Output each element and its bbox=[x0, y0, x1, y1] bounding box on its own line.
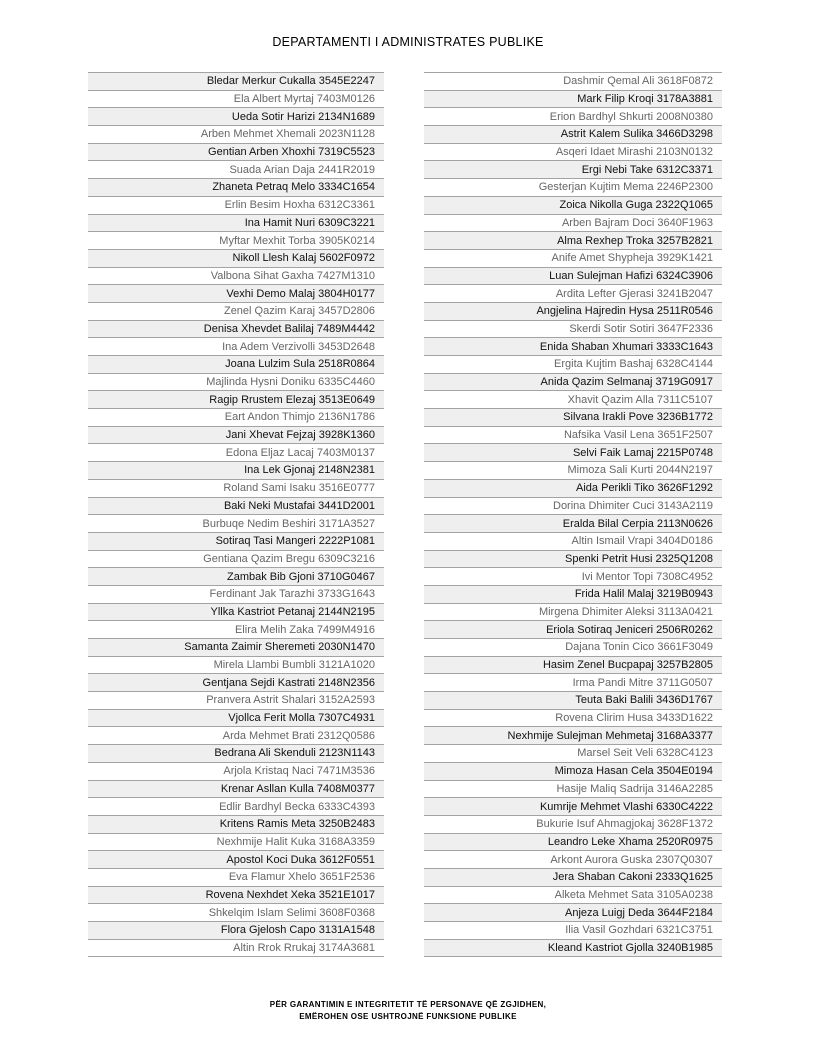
list-item: Selvi Faik Lamaj 2215P0748 bbox=[424, 443, 722, 461]
list-item: Pranvera Astrit Shalari 3152A2593 bbox=[88, 691, 384, 709]
list-item: Nexhmije Sulejman Mehmetaj 3168A3377 bbox=[424, 726, 722, 744]
list-item: Altin Ismail Vrapi 3404D0186 bbox=[424, 532, 722, 550]
list-item: Silvana Irakli Pove 3236B1772 bbox=[424, 408, 722, 426]
list-item: Arben Bajram Doci 3640F1963 bbox=[424, 214, 722, 232]
list-item: Mirela Llambi Bumbli 3121A1020 bbox=[88, 656, 384, 674]
list-item: Eva Flamur Xhelo 3651F2536 bbox=[88, 868, 384, 886]
list-item: Nafsika Vasil Lena 3651F2507 bbox=[424, 426, 722, 444]
list-item: Alma Rexhep Troka 3257B2821 bbox=[424, 231, 722, 249]
list-item: Aida Perikli Tiko 3626F1292 bbox=[424, 479, 722, 497]
list-item: Enida Shaban Xhumari 3333C1643 bbox=[424, 337, 722, 355]
list-item: Eralda Bilal Cerpia 2113N0626 bbox=[424, 514, 722, 532]
list-item: Rovena Nexhdet Xeka 3521E1017 bbox=[88, 886, 384, 904]
list-item: Kleand Kastriot Gjolla 3240B1985 bbox=[424, 939, 722, 957]
list-item: Zoica Nikolla Guga 2322Q1065 bbox=[424, 196, 722, 214]
list-item: Anjeza Luigj Deda 3644F2184 bbox=[424, 903, 722, 921]
list-item: Asqeri Idaet Mirashi 2103N0132 bbox=[424, 143, 722, 161]
list-item: Sotiraq Tasi Mangeri 2222P1081 bbox=[88, 532, 384, 550]
list-item: Samanta Zaimir Sheremeti 2030N1470 bbox=[88, 638, 384, 656]
list-item: Jani Xhevat Fejzaj 3928K1360 bbox=[88, 426, 384, 444]
list-item: Bedrana Ali Skenduli 2123N1143 bbox=[88, 744, 384, 762]
list-item: Eriola Sotiraq Jeniceri 2506R0262 bbox=[424, 620, 722, 638]
list-item: Spenki Petrit Husi 2325Q1208 bbox=[424, 550, 722, 568]
list-item: Irma Pandi Mitre 3711G0507 bbox=[424, 673, 722, 691]
list-item: Arben Mehmet Xhemali 2023N1128 bbox=[88, 125, 384, 143]
list-item: Zenel Qazim Karaj 3457D2806 bbox=[88, 302, 384, 320]
list-item: Frida Halil Malaj 3219B0943 bbox=[424, 585, 722, 603]
list-item: Zhaneta Petraq Melo 3334C1654 bbox=[88, 178, 384, 196]
list-item: Ilia Vasil Gozhdari 6321C3751 bbox=[424, 921, 722, 939]
list-item: Erlin Besim Hoxha 6312C3361 bbox=[88, 196, 384, 214]
list-item: Mirgena Dhimiter Aleksi 3113A0421 bbox=[424, 603, 722, 621]
list-item: Gentian Arben Xhoxhi 7319C5523 bbox=[88, 143, 384, 161]
list-item: Hasim Zenel Bucpapaj 3257B2805 bbox=[424, 656, 722, 674]
list-item: Suada Arian Daja 2441R2019 bbox=[88, 160, 384, 178]
list-item: Rovena Clirim Husa 3433D1622 bbox=[424, 709, 722, 727]
list-item: Denisa Xhevdet Balilaj 7489M4442 bbox=[88, 320, 384, 338]
list-item: Altin Rrok Rrukaj 3174A3681 bbox=[88, 939, 384, 957]
footer-note bbox=[0, 999, 816, 1022]
list-item: Mimoza Hasan Cela 3504E0194 bbox=[424, 762, 722, 780]
list-item: Baki Neki Mustafai 3441D2001 bbox=[88, 497, 384, 515]
list-item: Shkelqim Islam Selimi 3608F0368 bbox=[88, 903, 384, 921]
list-item: Roland Sami Isaku 3516E0777 bbox=[88, 479, 384, 497]
list-item: Ergi Nebi Take 6312C3371 bbox=[424, 160, 722, 178]
list-item: Anife Amet Shypheja 3929K1421 bbox=[424, 249, 722, 267]
list-item: Zambak Bib Gjoni 3710G0467 bbox=[88, 567, 384, 585]
list-item: Ardita Lefter Gjerasi 3241B2047 bbox=[424, 284, 722, 302]
footer-line-1: PËR GARANTIMIN E INTEGRITETIT TË PERSONAVE QË ZGJIDHEN, bbox=[269, 1000, 547, 1009]
list-item: Angjelina Hajredin Hysa 2511R0546 bbox=[424, 302, 722, 320]
list-item: Valbona Sihat Gaxha 7427M1310 bbox=[88, 267, 384, 285]
list-item: Ina Lek Gjonaj 2148N2381 bbox=[88, 461, 384, 479]
list-item: Arda Mehmet Brati 2312Q0586 bbox=[88, 726, 384, 744]
list-item: Mimoza Sali Kurti 2044N2197 bbox=[424, 461, 722, 479]
list-item: Ivi Mentor Topi 7308C4952 bbox=[424, 567, 722, 585]
footer-line-2: EMËROHEN OSE USHTROJNË FUNKSIONE PUBLIKE bbox=[299, 1011, 517, 1021]
list-item: Erion Bardhyl Shkurti 2008N0380 bbox=[424, 107, 722, 125]
list-item: Ragip Rrustem Elezaj 3513E0649 bbox=[88, 390, 384, 408]
list-item: Yllka Kastriot Petanaj 2144N2195 bbox=[88, 603, 384, 621]
list-item: Dorina Dhimiter Cuci 3143A2119 bbox=[424, 497, 722, 515]
list-item: Ela Albert Myrtaj 7403M0126 bbox=[88, 90, 384, 108]
list-item: Jera Shaban Cakoni 2333Q1625 bbox=[424, 868, 722, 886]
list-item: Arjola Kristaq Naci 7471M3536 bbox=[88, 762, 384, 780]
list-item: Kritens Ramis Meta 3250B2483 bbox=[88, 815, 384, 833]
list-item: Gentjana Sejdi Kastrati 2148N2356 bbox=[88, 673, 384, 691]
list-item: Kumrije Mehmet Vlashi 6330C4222 bbox=[424, 797, 722, 815]
list-item: Skerdi Sotir Sotiri 3647F2336 bbox=[424, 320, 722, 338]
list-item: Mark Filip Kroqi 3178A3881 bbox=[424, 90, 722, 108]
name-list-columns bbox=[88, 72, 722, 957]
list-item: Ferdinant Jak Tarazhi 3733G1643 bbox=[88, 585, 384, 603]
list-item: Dajana Tonin Cico 3661F3049 bbox=[424, 638, 722, 656]
list-item: Joana Lulzim Sula 2518R0864 bbox=[88, 355, 384, 373]
name-list-column-right bbox=[424, 72, 722, 957]
list-item: Nexhmije Halit Kuka 3168A3359 bbox=[88, 833, 384, 851]
list-item: Alketa Mehmet Sata 3105A0238 bbox=[424, 886, 722, 904]
list-item: Bledar Merkur Cukalla 3545E2247 bbox=[88, 72, 384, 90]
list-item: Myftar Mexhit Torba 3905K0214 bbox=[88, 231, 384, 249]
list-item: Ergita Kujtim Bashaj 6328C4144 bbox=[424, 355, 722, 373]
list-item: Dashmir Qemal Ali 3618F0872 bbox=[424, 72, 722, 90]
list-item: Gesterjan Kujtim Mema 2246P2300 bbox=[424, 178, 722, 196]
list-item: Anida Qazim Selmanaj 3719G0917 bbox=[424, 373, 722, 391]
list-item: Ina Adem Verzivolli 3453D2648 bbox=[88, 337, 384, 355]
list-item: Astrit Kalem Sulika 3466D3298 bbox=[424, 125, 722, 143]
list-item: Nikoll Llesh Kalaj 5602F0972 bbox=[88, 249, 384, 267]
list-item: Eart Andon Thimjo 2136N1786 bbox=[88, 408, 384, 426]
list-item: Ueda Sotir Harizi 2134N1689 bbox=[88, 107, 384, 125]
list-item: Edlir Bardhyl Becka 6333C4393 bbox=[88, 797, 384, 815]
list-item: Luan Sulejman Hafizi 6324C3906 bbox=[424, 267, 722, 285]
list-item: Vjollca Ferit Molla 7307C4931 bbox=[88, 709, 384, 727]
list-item: Arkont Aurora Guska 2307Q0307 bbox=[424, 850, 722, 868]
page-title: DEPARTAMENTI I ADMINISTRATES PUBLIKE bbox=[272, 35, 544, 49]
list-item: Apostol Koci Duka 3612F0551 bbox=[88, 850, 384, 868]
list-item: Teuta Baki Balili 3436D1767 bbox=[424, 691, 722, 709]
list-item: Flora Gjelosh Capo 3131A1548 bbox=[88, 921, 384, 939]
list-item: Leandro Leke Xhama 2520R0975 bbox=[424, 833, 722, 851]
list-item: Krenar Asllan Kulla 7408M0377 bbox=[88, 780, 384, 798]
list-item: Elira Melih Zaka 7499M4916 bbox=[88, 620, 384, 638]
list-item: Gentiana Qazim Bregu 6309C3216 bbox=[88, 550, 384, 568]
name-list-column-left bbox=[88, 72, 384, 957]
list-item: Xhavit Qazim Alla 7311C5107 bbox=[424, 390, 722, 408]
list-item: Bukurie Isuf Ahmagjokaj 3628F1372 bbox=[424, 815, 722, 833]
list-item: Marsel Seit Veli 6328C4123 bbox=[424, 744, 722, 762]
list-item: Edona Eljaz Lacaj 7403M0137 bbox=[88, 443, 384, 461]
list-item: Burbuqe Nedim Beshiri 3171A3527 bbox=[88, 514, 384, 532]
list-item: Majlinda Hysni Doniku 6335C4460 bbox=[88, 373, 384, 391]
list-item: Ina Hamit Nuri 6309C3221 bbox=[88, 214, 384, 232]
list-item: Vexhi Demo Malaj 3804H0177 bbox=[88, 284, 384, 302]
list-item: Hasije Maliq Sadrija 3146A2285 bbox=[424, 780, 722, 798]
